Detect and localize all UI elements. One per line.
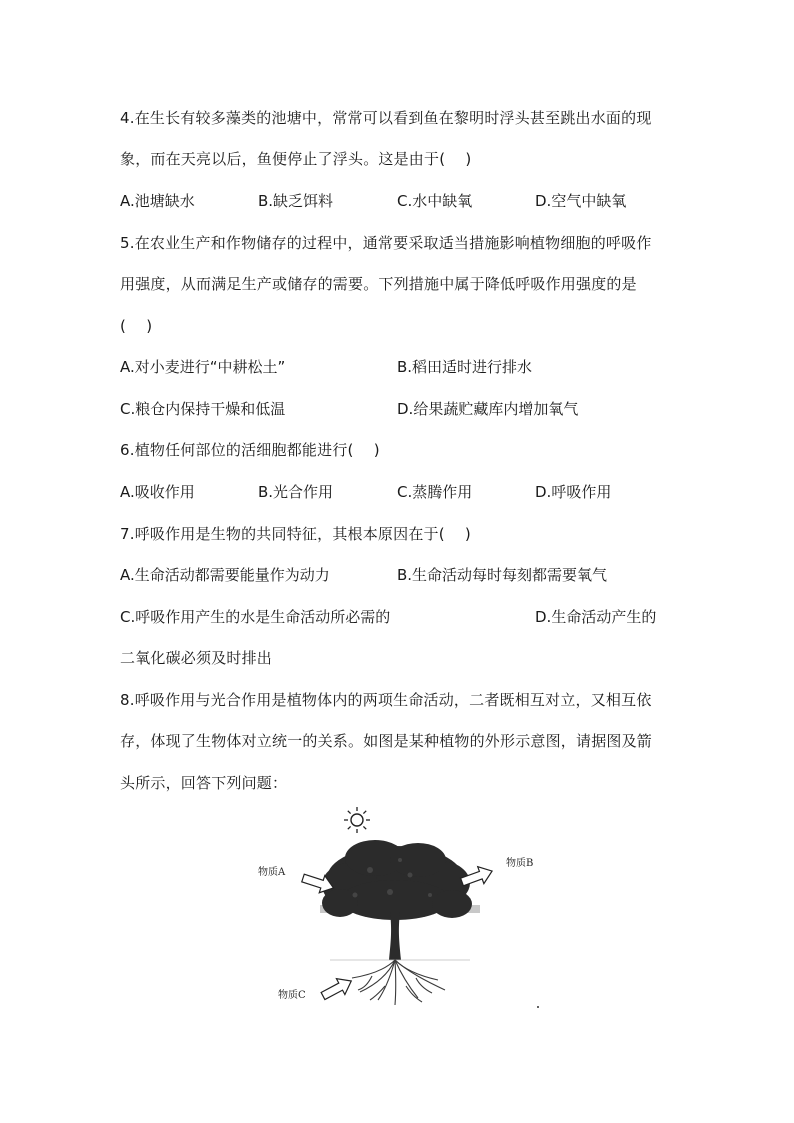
q4-option-c: C.水中缺氧: [397, 192, 473, 210]
q4-stem-line1: 4.在生长有较多藻类的池塘中，常常可以看到鱼在黎明时浮头甚至跳出水面的现: [120, 109, 652, 127]
q4-option-a: A.池塘缺水: [120, 192, 195, 210]
q7-option-b: B.生命活动每时每刻都需要氧气: [397, 566, 608, 584]
tree-canopy: [322, 840, 472, 920]
q5-option-b: B.稻田适时进行排水: [397, 358, 533, 376]
tree-illustration: [240, 800, 560, 1015]
arrow-icon: [319, 973, 356, 1004]
q6-option-b: B.光合作用: [258, 483, 334, 501]
label-substance-c: 物质C: [278, 990, 306, 1001]
q8-stem-line1: 8.呼吸作用与光合作用是植物体内的两项生命活动，二者既相互对立，又相互依: [120, 691, 652, 709]
sun-icon: [344, 807, 370, 833]
q8-stem-line2: 存，体现了生物体对立统一的关系。如图是某种植物的外形示意图，请据图及箭: [120, 732, 653, 750]
q6-option-d: D.呼吸作用: [535, 483, 612, 501]
label-substance-b: 物质B: [506, 858, 534, 869]
tree-trunk: [389, 912, 401, 960]
q7-stem-line1: 7.呼吸作用是生物的共同特征，其根本原因在于( ): [120, 525, 471, 543]
q7-option-d: D.生命活动产生的: [535, 608, 657, 626]
q5-option-d: D.给果蔬贮藏库内增加氧气: [397, 400, 579, 418]
q5-stem-line2: 用强度，从而满足生产或储存的需要。下列措施中属于降低呼吸作用强度的是: [120, 275, 637, 293]
q6-option-c: C.蒸腾作用: [397, 483, 473, 501]
q4-option-b: B.缺乏饵料: [258, 192, 334, 210]
q7-option-d-wrap: 二氧化碳必须及时排出: [120, 649, 273, 667]
q5-option-a: A.对小麦进行“中耕松土”: [120, 358, 286, 376]
q7-option-a: A.生命活动都需要能量作为动力: [120, 566, 330, 584]
q5-stem-line3: ( ): [120, 317, 153, 335]
q4-option-d: D.空气中缺氧: [535, 192, 627, 210]
label-substance-a: 物质A: [258, 867, 286, 878]
q7-option-c: C.呼吸作用产生的水是生命活动所必需的: [120, 608, 391, 626]
q4-stem-line2: 象，而在天亮以后，鱼便停止了浮头。这是由于( ): [120, 150, 472, 168]
tree-roots: [352, 960, 445, 1005]
q5-option-c: C.粮仓内保持干燥和低温: [120, 400, 286, 418]
plant-figure: [240, 800, 560, 1015]
q6-stem-line1: 6.植物任何部位的活细胞都能进行( ): [120, 441, 380, 459]
q8-stem-line3: 头所示，回答下列问题：: [120, 774, 288, 792]
q6-option-a: A.吸收作用: [120, 483, 195, 501]
q5-stem-line1: 5.在农业生产和作物储存的过程中，通常要采取适当措施影响植物细胞的呼吸作: [120, 234, 652, 252]
